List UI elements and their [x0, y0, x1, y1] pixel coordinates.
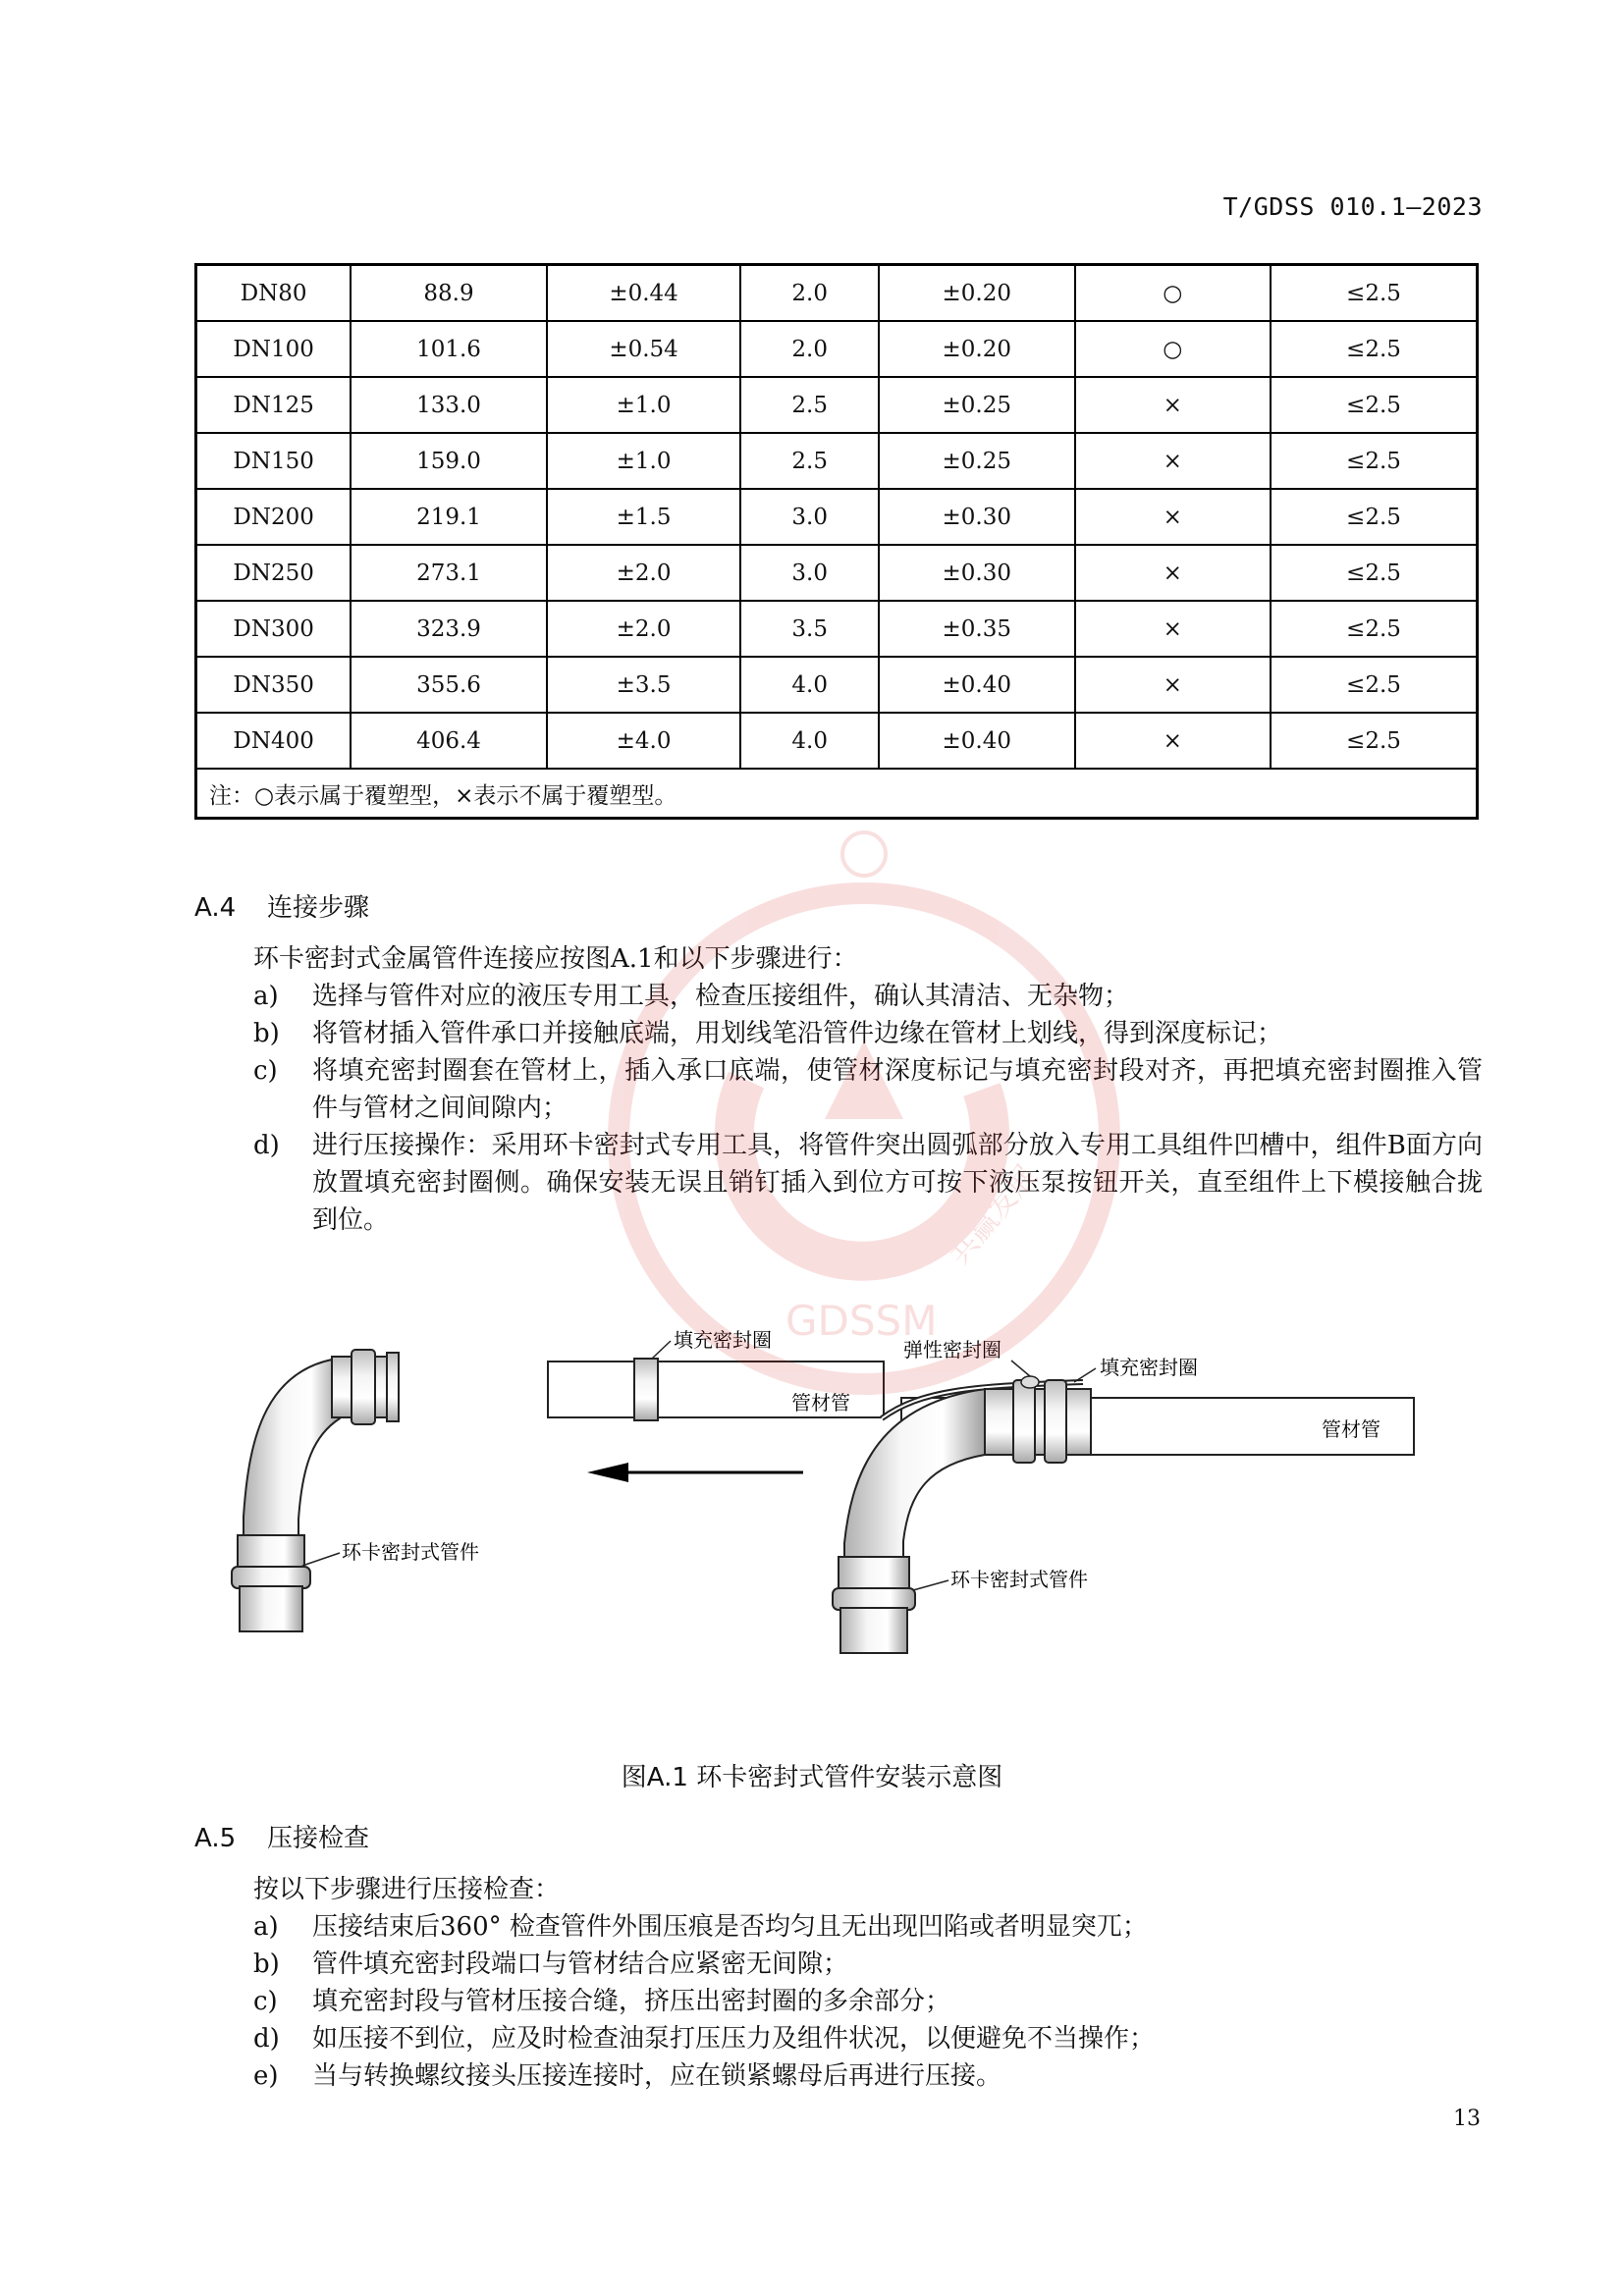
table-cell: DN300: [196, 601, 352, 657]
table-cell: ≤2.5: [1271, 265, 1478, 322]
table-cell: ≤2.5: [1271, 545, 1478, 601]
list-item: [253, 1946, 1483, 1983]
table-row: [196, 713, 1478, 769]
table-cell: 273.1: [351, 545, 547, 601]
item-label: a): [253, 1912, 279, 1942]
table-cell: 2.0: [740, 265, 879, 322]
item-label: b): [253, 1949, 280, 1979]
section-a4-heading: [194, 887, 369, 924]
section-number: A.5: [194, 1824, 237, 1853]
list-item: [253, 2057, 1483, 2095]
table-row: [196, 321, 1478, 377]
figure-caption: 图A.1 环卡密封式管件安装示意图: [621, 1763, 1003, 1792]
item-text: 填充密封段与管材压接合缝，挤压出密封圈的多余部分；: [312, 1987, 951, 2016]
table-cell: ±0.35: [879, 601, 1075, 657]
table-cell: 3.0: [740, 489, 879, 545]
table-cell: ±0.44: [547, 265, 741, 322]
table-cell: DN80: [196, 265, 352, 322]
table-cell: ±2.0: [547, 601, 741, 657]
item-label: b): [253, 1019, 280, 1048]
standard-code: T/GDSS 010.1—2023: [1222, 192, 1483, 221]
table-cell: 4.0: [740, 657, 879, 713]
table-cell: ≤2.5: [1271, 601, 1478, 657]
table-cell: DN125: [196, 377, 352, 433]
list-item: [253, 1908, 1483, 1946]
list-item: [253, 1983, 1483, 2020]
table-cell: DN350: [196, 657, 352, 713]
left-elbow-fitting: [232, 1350, 399, 1631]
table-cell: 2.0: [740, 321, 879, 377]
item-label: d): [253, 1131, 280, 1160]
table-note: 注：○表示属于覆塑型，×表示不属于覆塑型。: [196, 769, 1478, 819]
table-cell: ±0.40: [879, 713, 1075, 769]
table-row: [196, 657, 1478, 713]
table-cell: DN150: [196, 433, 352, 489]
table-cell: 323.9: [351, 601, 547, 657]
item-label: e): [253, 2061, 279, 2091]
table-cell: ≤2.5: [1271, 433, 1478, 489]
table-cell: 3.0: [740, 545, 879, 601]
section-a4-intro: 环卡密封式金属管件连接应按图A.1和以下步骤进行：: [253, 944, 858, 974]
table-cell: ±0.30: [879, 489, 1075, 545]
section-a5-heading: [194, 1818, 369, 1854]
table-cell: ±2.0: [547, 545, 741, 601]
table-cell: DN250: [196, 545, 352, 601]
table-cell: 3.5: [740, 601, 879, 657]
table-cell: 159.0: [351, 433, 547, 489]
page-number: 13: [1453, 2107, 1481, 2131]
table-cell: ±0.20: [879, 265, 1075, 322]
table-cell: 133.0: [351, 377, 547, 433]
table-cell: ±0.30: [879, 545, 1075, 601]
item-label: a): [253, 982, 279, 1011]
table-cell: 4.0: [740, 713, 879, 769]
label-pipe-left: 管材管: [791, 1391, 850, 1415]
table-row: [196, 433, 1478, 489]
table-note-row: [196, 769, 1478, 819]
list-item: [253, 2020, 1483, 2057]
list-item: [253, 978, 1483, 1015]
watermark-text: GDSSM: [785, 1297, 938, 1345]
table-cell: ±0.40: [879, 657, 1075, 713]
table-cell: 406.4: [351, 713, 547, 769]
item-label: c): [253, 1987, 278, 2016]
table-cell: ×: [1075, 713, 1271, 769]
item-text: 如压接不到位，应及时检查油泵打压压力及组件状况，以便避免不当操作；: [312, 2024, 1156, 2054]
section-number: A.4: [194, 893, 237, 923]
table-cell: ±0.54: [547, 321, 741, 377]
table-cell: ≤2.5: [1271, 657, 1478, 713]
table-row: [196, 265, 1478, 322]
table-cell: ○: [1075, 265, 1271, 322]
list-item: [253, 1052, 1483, 1127]
item-label: d): [253, 2024, 280, 2054]
table-cell: 355.6: [351, 657, 547, 713]
watermark-slogan: 共赢发展: [942, 1158, 1045, 1272]
table-row: [196, 545, 1478, 601]
installation-diagram: [194, 1296, 1481, 1728]
table-cell: ×: [1075, 657, 1271, 713]
item-text: 将管材插入管件承口并接触底端，用划线笔沿管件边缘在管材上划线，得到深度标记；: [312, 1019, 1283, 1048]
table-cell: DN200: [196, 489, 352, 545]
section-title: 连接步骤: [267, 893, 370, 923]
table-cell: ±3.5: [547, 657, 741, 713]
table-cell: ×: [1075, 433, 1271, 489]
table-cell: ○: [1075, 321, 1271, 377]
table-cell: ±1.0: [547, 377, 741, 433]
table-cell: ×: [1075, 545, 1271, 601]
table-cell: 2.5: [740, 377, 879, 433]
table-cell: 88.9: [351, 265, 547, 322]
table-cell: ±0.25: [879, 377, 1075, 433]
table-row: [196, 377, 1478, 433]
table-cell: ≤2.5: [1271, 377, 1478, 433]
table-cell: ±0.25: [879, 433, 1075, 489]
section-a5-intro: 按以下步骤进行压接检查：: [253, 1875, 561, 1904]
item-text: 当与转换螺纹接头压接连接时，应在锁紧螺母后再进行压接。: [312, 2061, 1002, 2091]
table-row: [196, 601, 1478, 657]
insert-direction-arrow: [587, 1463, 803, 1482]
label-fill-seal-left: 填充密封圈: [674, 1328, 772, 1352]
list-item: [253, 1127, 1483, 1239]
table-cell: ×: [1075, 601, 1271, 657]
table-cell: ±0.20: [879, 321, 1075, 377]
item-text: 选择与管件对应的液压专用工具，检查压接组件，确认其清洁、无杂物；: [312, 982, 1130, 1011]
label-pipe-right: 管材管: [1322, 1417, 1380, 1441]
label-fitting-left: 环卡密封式管件: [342, 1540, 479, 1564]
table-cell: ≤2.5: [1271, 713, 1478, 769]
table-cell: ±1.0: [547, 433, 741, 489]
table-cell: ±1.5: [547, 489, 741, 545]
item-text: 管件填充密封段端口与管材结合应紧密无间隙；: [312, 1949, 849, 1979]
table-row: [196, 489, 1478, 545]
table-cell: 219.1: [351, 489, 547, 545]
table-cell: ±4.0: [547, 713, 741, 769]
item-text: 压接结束后360° 检查管件外围压痕是否均匀且无出现凹陷或者明显突兀；: [312, 1912, 1148, 1942]
table-cell: ×: [1075, 377, 1271, 433]
item-text: 将填充密封圈套在管材上，插入承口底端，使管材深度标记与填充密封段对齐，再把填充密封圈推入管件与管材之间间隙内；: [312, 1056, 1483, 1123]
table-cell: ≤2.5: [1271, 489, 1478, 545]
table-cell: ≤2.5: [1271, 321, 1478, 377]
item-label: c): [253, 1056, 278, 1086]
spec-table: [194, 263, 1479, 820]
label-elastic-seal: 弹性密封圈: [903, 1338, 1001, 1362]
table-cell: DN100: [196, 321, 352, 377]
table-cell: 101.6: [351, 321, 547, 377]
table-cell: ×: [1075, 489, 1271, 545]
list-item: [253, 1015, 1483, 1052]
item-text: 进行压接操作：采用环卡密封式专用工具，将管件突出圆弧部分放入专用工具组件凹槽中，组件B面方向放置填充密封圈侧。确保安装无误且销钉插入到位方可按下液压泵按钮开关，直至组件上下模接触合拢到位。: [312, 1131, 1483, 1235]
section-title: 压接检查: [267, 1824, 370, 1853]
table-cell: DN400: [196, 713, 352, 769]
table-cell: 2.5: [740, 433, 879, 489]
label-fitting-right: 环卡密封式管件: [950, 1568, 1088, 1591]
label-fill-seal-right: 填充密封圈: [1100, 1356, 1198, 1379]
